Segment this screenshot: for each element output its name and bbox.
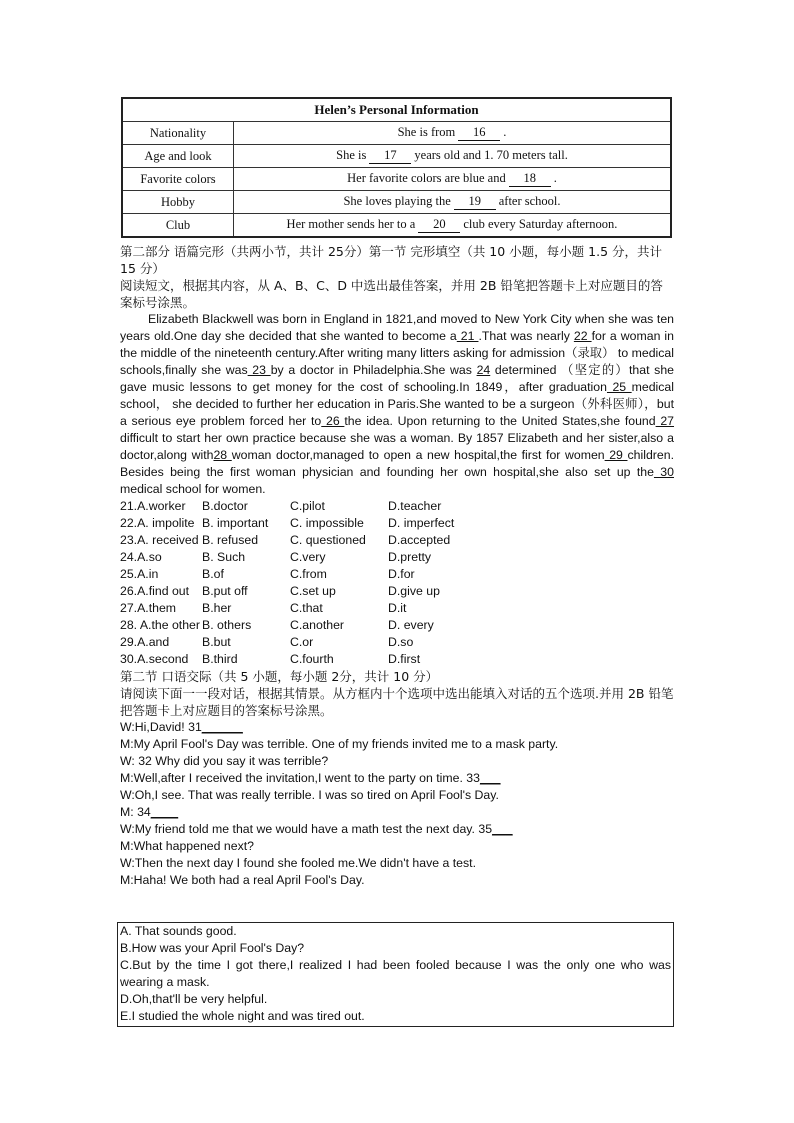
option-b: B. important [202,516,269,530]
row-content [234,145,672,168]
row-text: . [503,125,507,139]
passage-text: .That was nearly [478,329,574,343]
table-row [122,168,671,191]
exam-body [120,243,674,889]
option-c: C.from [290,567,327,581]
option-c: C.another [290,618,345,632]
answer-blank: 16 [458,125,500,141]
option-d: D.for [388,567,415,581]
dialogue-line [120,787,674,804]
option-b: B.third [202,652,238,666]
option-d: D.teacher [388,499,442,513]
cloze-blank: 22 [573,329,592,343]
row-label: Hobby [122,191,234,214]
section-instruction: 请阅读下面一一段对话，根据其情景。从方框内十个选项中选出能填入对话的五个选项.并用 2B 铅笔把答题卡上对应题目的答案标号涂黑。 [120,686,674,718]
option-d: D.pretty [388,550,432,564]
dialogue-text: M: 34 [120,805,151,819]
dialogue-line [120,872,674,889]
dialogue-line [120,838,674,855]
dialogue-blank: ______ [201,720,243,734]
cloze-blank: 28 [213,448,232,462]
option-b: B.but [202,635,231,649]
cloze-blank: 30 [653,465,674,479]
dialogue-line [120,804,674,821]
cloze-blank: 26 [321,414,345,428]
row-text: She is from [397,125,456,139]
row-content [234,122,672,145]
dialogue-text: W:My friend told me that we would have a math test the next day. 35 [120,822,493,836]
option-a: 28. A.the other [120,618,200,632]
dialogue-line [120,770,674,787]
dialogue-text: M:My April Fool's Day was terrible. One of my friends invited me to a mask party. [120,737,559,751]
dialogue-text: W: 32 Why did you say it was terrible? [120,754,329,768]
cloze-blank: 21 [456,329,479,343]
option-b: B.of [202,567,224,581]
row-text: club every Saturday afternoon. [463,217,618,231]
option-d: D. imperfect [388,516,455,530]
row-label: Age and look [122,145,234,168]
row-content [234,191,672,214]
passage-text: for a woman in the middle of the nineteenth century.After writing many litters asking for admission（录取） to medical schools,finally she was [120,329,674,377]
options-box [117,922,674,1027]
option-b: B. Such [202,550,246,564]
option-d: D.accepted [388,533,451,547]
table-row [122,122,671,145]
option-c: C.that [290,601,323,615]
passage-text: children. Besides being the first woman physician and founding her own hospital,she also set up the [120,448,674,479]
option-a: 23.A. received [120,533,199,547]
section-instruction: 阅读短文，根据其内容，从 A、B、C、D 中选出最佳答案，并用 2B 铅笔把答题卡上对应题目的答案标号涂黑。 [120,278,663,310]
personal-info-table [121,97,672,238]
table-row [122,214,671,238]
dialogue-line [120,736,674,753]
dialogue-text: M:What happened next? [120,839,254,853]
option-a: 29.A.and [120,635,170,649]
option-c: C. impossible [290,516,364,530]
cloze-blank: 23 [247,363,271,377]
option-a: 25.A.in [120,567,159,581]
answer-blank: 19 [454,194,496,210]
passage-text: the idea. Upon returning to the United States,she found [344,414,656,428]
passage-text: medical school for women. [120,482,266,496]
table-title: Helen’s Personal Information [122,98,671,122]
option-c: C.pilot [290,499,325,513]
section-heading: 第二节 口语交际（共 5 小题，每小题 2分，共计 10 分） [120,669,439,684]
option-item: E.I studied the whole night and was tired out. [120,1009,365,1023]
option-d: D.first [388,652,421,666]
option-c: C.fourth [290,652,334,666]
row-content [234,168,672,191]
dialogue-text: W:Then the next day I found she fooled me.We didn't have a test. [120,856,476,870]
row-text: . [553,171,557,185]
cloze-blank: 25 [606,380,632,394]
option-item: B.How was your April Fool's Day? [120,941,305,955]
option-d: D.so [388,635,414,649]
option-d: D. every [388,618,434,632]
answer-blank: 18 [509,171,551,187]
dialogue-line [120,855,674,872]
row-label: Nationality [122,122,234,145]
table-row [122,191,671,214]
section-heading: 第二部分 语篇完形（共两小节，共计 25分）第一节 完形填空（共 10 小题，每小题 1.5 分，共计 15 分） [120,244,663,276]
passage-text: determined （坚定的）that she gave music lessons to get money for the cost of schooling.In 1849，after graduation [120,363,675,394]
option-c: C.very [290,550,326,564]
passage-text: medical school， she decided to further her education in Paris.She wanted to be a surgeon（外科医师），but a serious eye problem forced her to [120,380,674,428]
dialogue-blank: ___ [479,771,501,785]
option-b: B.put off [202,584,248,598]
option-a: 27.A.them [120,601,177,615]
table-row [122,145,671,168]
passage-text: Elizabeth Blackwell was born in England in 1821,and moved to New York City when she was ten years old.One day she decided that she wanted to become a [120,312,674,343]
option-a: 22.A. impolite [120,516,195,530]
row-text: after school. [498,194,561,208]
cloze-blank: 24 [476,363,491,377]
row-text: Her mother sends her to a [286,217,416,231]
answer-blank: 20 [418,217,460,233]
cloze-passage [120,311,674,498]
option-b: B.doctor [202,499,248,513]
option-item: A. That sounds good. [120,924,237,938]
option-c: C.set up [290,584,336,598]
option-item: D.Oh,that'll be very helpful. [120,992,268,1006]
row-label: Favorite colors [122,168,234,191]
dialogue-text: W:Oh,I see. That was really terrible. I was so tired on April Fool's Day. [120,788,499,802]
row-label: Club [122,214,234,238]
row-text: She loves playing the [343,194,451,208]
dialogue-blank: ____ [150,805,179,819]
passage-text: difficult to start her own practice because she was a woman. By 1857 Elizabeth and her sister,also a doctor,along with [120,431,674,462]
option-item: C.But by the time I got there,I realized I had been fooled because I was the only one who was wearing a mask. [120,958,671,989]
passage-text: by a doctor in Philadelphia.She was [270,363,477,377]
option-a: 21.A.worker [120,499,186,513]
option-b: B. refused [202,533,259,547]
option-b: B. others [202,618,252,632]
option-c: C.or [290,635,314,649]
dialogue-blank: ___ [492,822,513,836]
dialogue-line [120,753,674,770]
answer-blank: 17 [369,148,411,164]
dialogue-text: W:Hi,David! 31 [120,720,202,734]
option-b: B.her [202,601,232,615]
answer-options [120,498,674,668]
dialogue-text: M:Haha! We both had a real April Fool's Day. [120,873,365,887]
cloze-blank: 29 [604,448,628,462]
dialogue [120,719,674,889]
row-text: years old and 1. 70 meters tall. [414,148,568,162]
cloze-blank: 27 [655,414,675,428]
option-a: 30.A.second [120,652,189,666]
option-d: D.give up [388,584,440,598]
row-text: She is [336,148,367,162]
row-text: Her favorite colors are blue and [347,171,506,185]
option-c: C. questioned [290,533,366,547]
option-a: 26.A.find out [120,584,190,598]
dialogue-line [120,821,674,838]
option-a: 24.A.so [120,550,162,564]
dialogue-line [120,719,674,736]
dialogue-text: M:Well,after I received the invitation,I went to the party on time. 33 [120,771,480,785]
row-content [234,214,672,238]
option-d: D.it [388,601,407,615]
passage-text: woman doctor,managed to open a new hospital,the first for women [231,448,605,462]
